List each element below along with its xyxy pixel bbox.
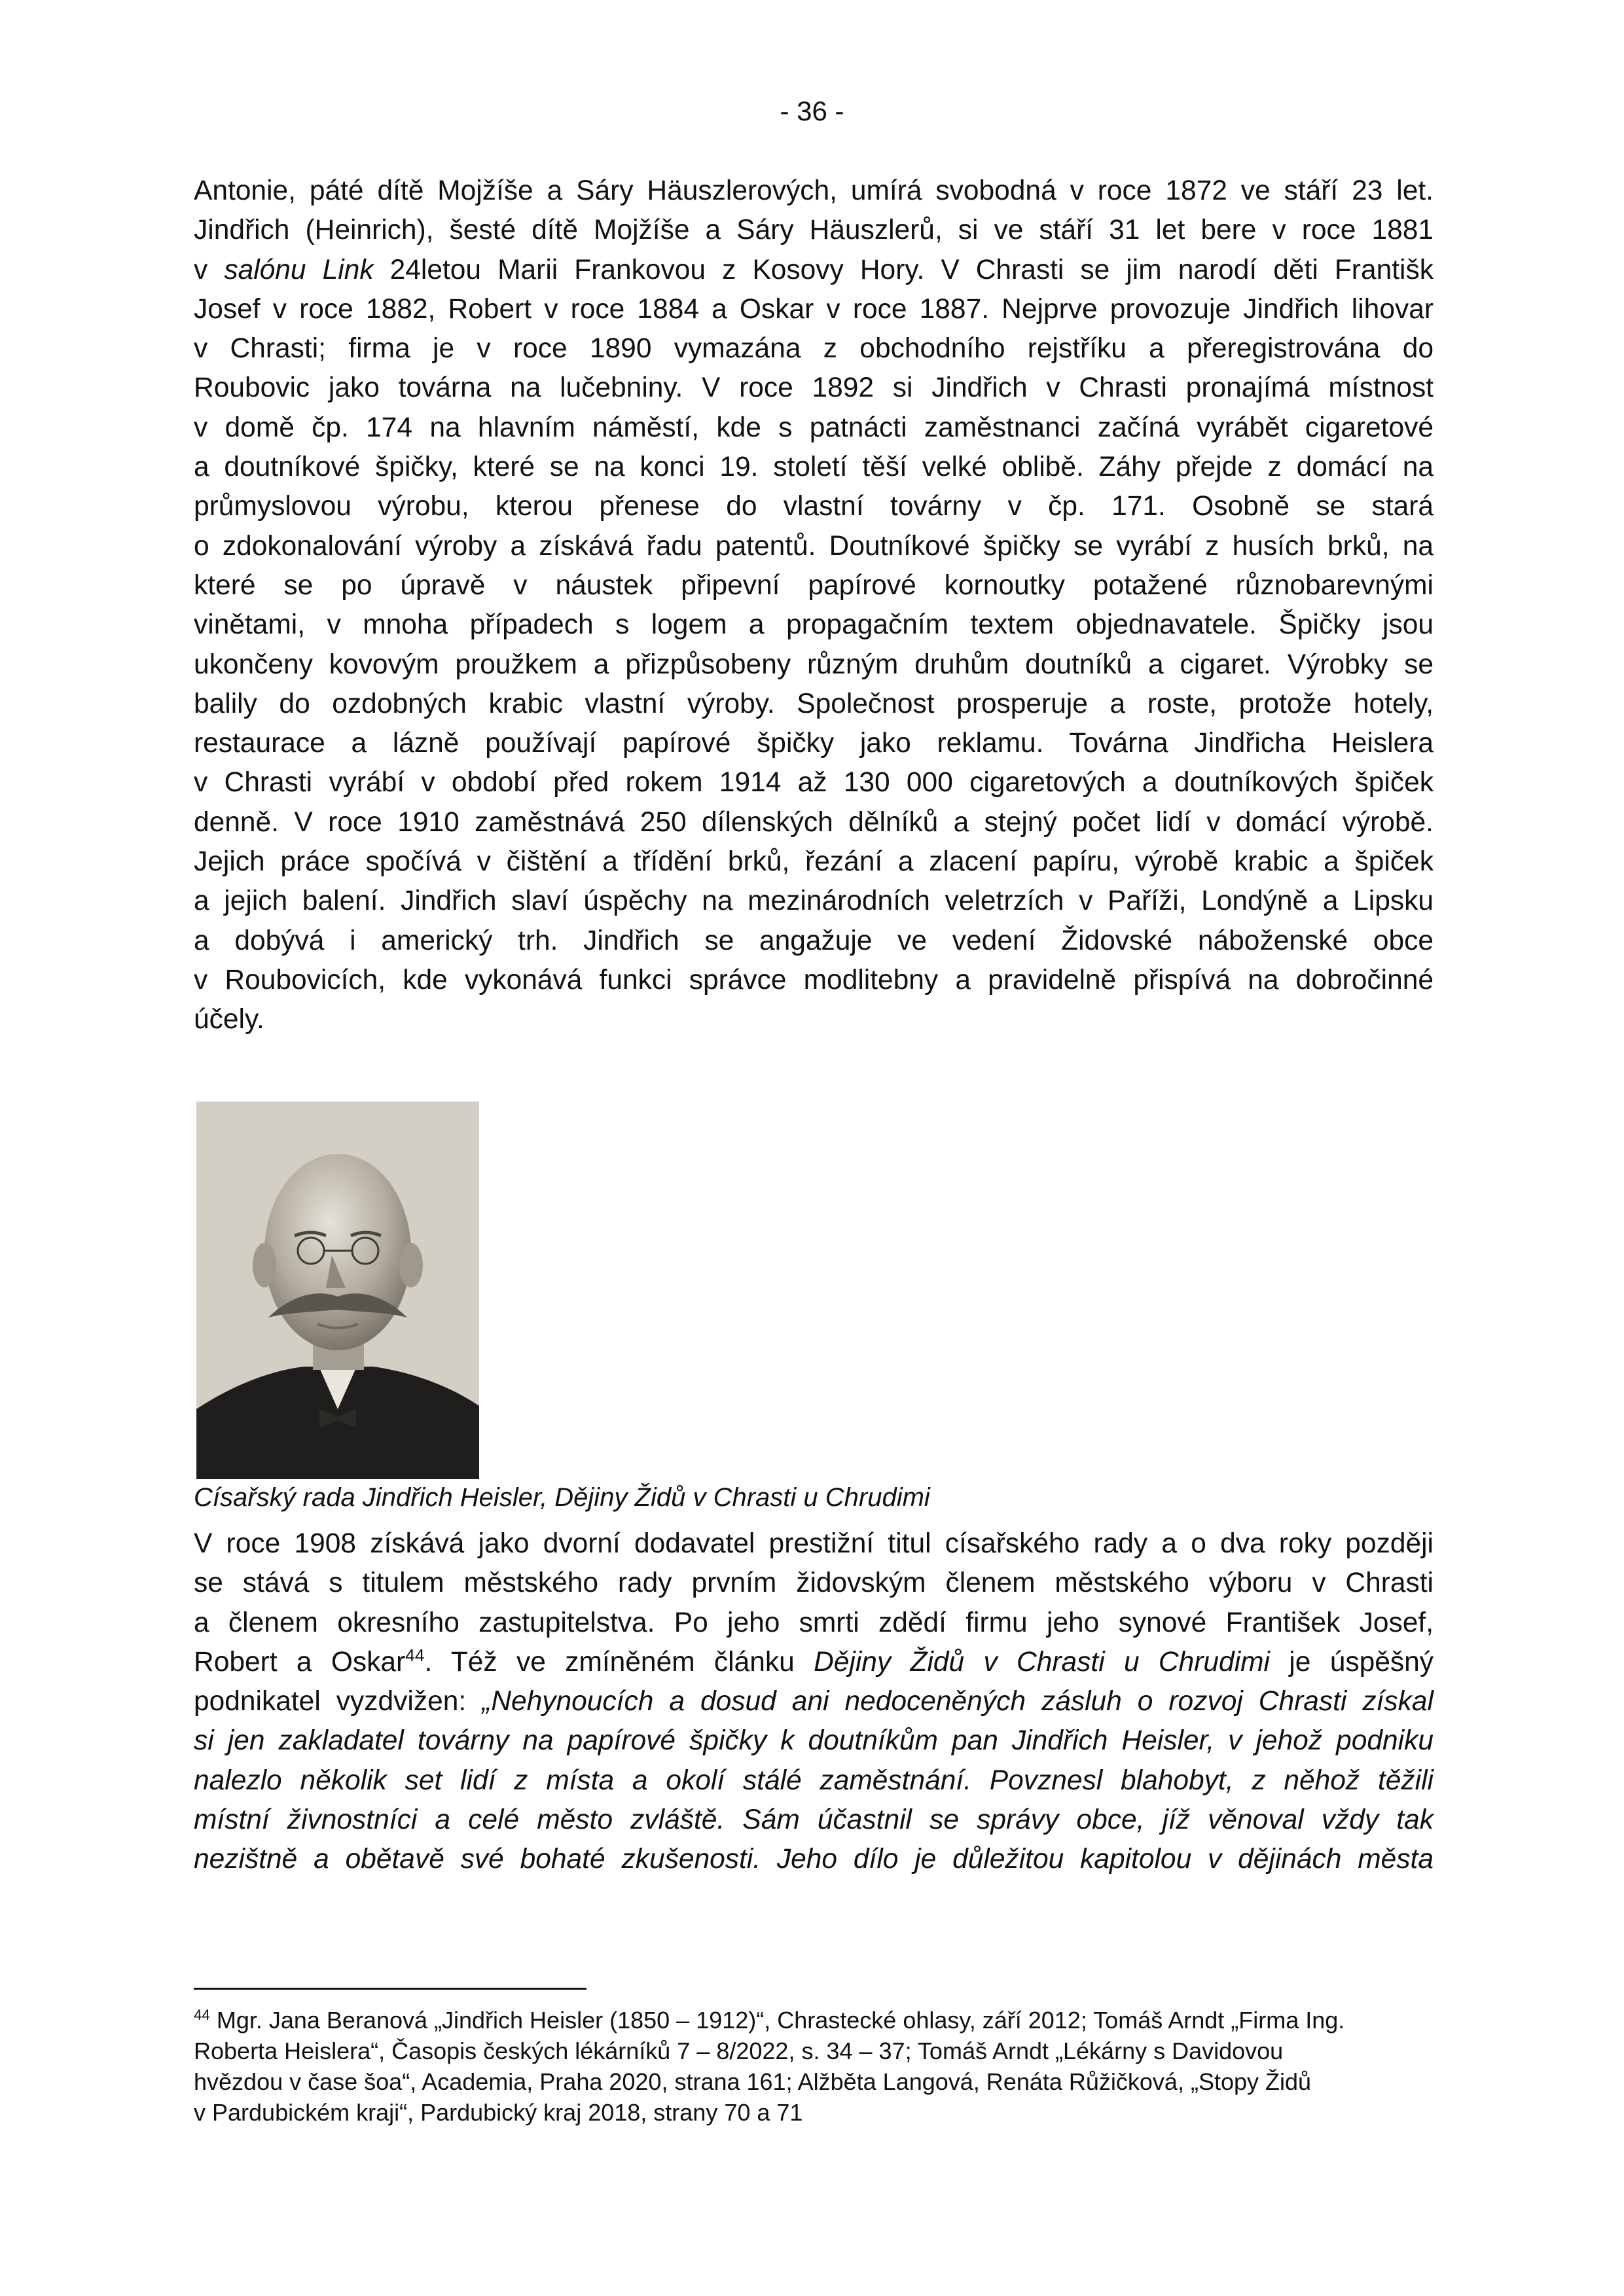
portrait-illustration [196, 1102, 479, 1479]
ear-left [253, 1243, 276, 1287]
text-line: Jejich práce spočívá v čištění a třídění brků, řezání a zlacení papíru, výrobě krabic a špiček [194, 846, 1434, 878]
ear-right [399, 1243, 423, 1287]
text-line [194, 1643, 1434, 1682]
page-number: - 36 - [780, 96, 844, 126]
footnote-line: Roberta Heislera“, Časopis českých lékárníků 7 – 8/2022, s. 34 – 37; Tomáš Arndt „Lékárny s Davidovou [194, 2037, 1284, 2064]
text-run: je úspěšný [1269, 1646, 1434, 1677]
photo-caption: Císařský rada Jindřich Heisler, Dějiny Židů v Chrasti u Chrudimi [194, 1483, 930, 1512]
text-line: průmyslovou výrobu, kterou přenese do vlastní továrny v čp. 171. Osobně se stará [194, 491, 1434, 522]
text-run: 24letou Marii Frankovou z Kosovy Hory. V Chrasti se jim narodí děti Františk [373, 254, 1434, 285]
text-line: denně. V roce 1910 zaměstnává 250 dílenských dělníků a stejný počet lidí v domácí výrobě. [194, 806, 1434, 838]
italic-quote: „Nehynoucích a dosud ani nedoceněných zásluh o rozvoj Chrasti získal [482, 1686, 1434, 1717]
text-line: v Chrasti vyrábí v období před rokem 1914 až 130 000 cigaretových a doutníkových špiček [194, 767, 1434, 798]
italic-quote: si jen zakladatel továrny na papírové špičky k doutníkům pan Jindřich Heisler, v jehož podniku [194, 1725, 1434, 1757]
footnote-reference[interactable]: 44 [405, 1645, 425, 1665]
text-line: Roubovic jako továrna na lučebniny. V roce 1892 si Jindřich v Chrasti pronajímá místnost [194, 372, 1434, 404]
text-line: které se po úpravě v náustek připevní papírové kornoutky potažené různobarevnými [194, 569, 1434, 601]
footnote-number: 44 [194, 2007, 210, 2023]
text-line: a jejich balení. Jindřich slaví úspěchy na mezinárodních veletrzích v Paříži, Londýně a Lipsku [194, 886, 1434, 917]
text-run: Robert a Oskar [194, 1646, 406, 1677]
text-line: restaurace a lázně používají papírové špičky jako reklamu. Továrna Jindřicha Heislera [194, 728, 1434, 759]
text-line: Josef v roce 1882, Robert v roce 1884 a Oskar v roce 1887. Nejprve provozuje Jindřich lihovar [194, 293, 1434, 325]
text-line [194, 1801, 1434, 1840]
text-line: se stává s titulem městského rady prvním židovským členem městského výboru v Chrasti [194, 1568, 1434, 1599]
body-paragraph-2 [194, 1524, 1434, 1880]
text-line: Antonie, páté dítě Mojžíše a Sáry Häuszlerových, umírá svobodná v roce 1872 ve stáří 23 let. [194, 175, 1434, 206]
text-line: vinětami, v mnoha případech s logem a propagačním textem objednavatele. Špičky jsou [194, 609, 1434, 641]
footnote-separator [194, 1988, 586, 1990]
text-line: balily do ozdobných krabic vlastní výroby. Společnost prosperuje a roste, protože hotely, [194, 688, 1434, 719]
italic-venue-name: salónu Link [224, 254, 374, 285]
text-line [194, 1721, 1434, 1761]
footnote-44 [194, 2005, 1434, 2128]
text-line: v Chrasti; firma je v roce 1890 vymazána z obchodního rejstříku a přeregistrována do [194, 333, 1434, 365]
italic-quote: nalezlo několik set lidí z místa a okolí stálé zaměstnání. Povznesl blahobyt, z něhož těžili [194, 1765, 1434, 1796]
head [264, 1154, 411, 1350]
text-line: a dobývá i americký trh. Jindřich se angažuje ve vedení Židovské náboženské obce [194, 925, 1434, 956]
text-run: . Též ve zmíněném článku [424, 1646, 814, 1677]
portrait-photo [196, 1102, 479, 1479]
footnote-line: hvězdou v čase šoa“, Academia, Praha 2020, strana 161; Alžběta Langová, Renáta Růžičková, „Stopy Židů [194, 2068, 1312, 2095]
text-line: o zdokonalování výroby a získává řadu patentů. Doutníkové špičky se vyrábí z husích brků, na [194, 530, 1434, 562]
text-line: V roce 1908 získává jako dvorní dodavatel prestižní titul císařského rady a o dva roky později [194, 1528, 1434, 1559]
footnote-line: v Pardubickém kraji“, Pardubický kraj 2018, strany 70 a 71 [194, 2099, 803, 2126]
text-line: v domě čp. 174 na hlavním náměstí, kde s patnácti zaměstnanci začíná vyrábět cigaretové [194, 412, 1434, 443]
text-line: v Roubovicích, kde vykonává funkci správce modlitebny a pravidelně přispívá na dobročinné [194, 964, 1434, 996]
text-line [194, 1761, 1434, 1801]
italic-quote: nezištně a obětavě své bohaté zkušenosti. Jeho dílo je důležitou kapitolou v dějinách města [194, 1844, 1434, 1875]
body-paragraph-1 [194, 171, 1434, 1040]
text-line: a členem okresního zastupitelstva. Po jeho smrti zdědí firmu jeho synové František Josef, [194, 1607, 1434, 1638]
text-line: ukončeny kovovým proužkem a přizpůsobeny různým druhům doutníků a cigaret. Výrobky se [194, 649, 1434, 680]
italic-article-title: Dějiny Židů v Chrasti u Chrudimi [814, 1646, 1270, 1677]
text-run: podnikatel vyzdvižen: [194, 1686, 482, 1717]
text-line: Jindřich (Heinrich), šesté dítě Mojžíše a Sáry Häuszlerů, si ve stáří 31 let bere v roce 1881 [194, 215, 1434, 246]
text-line [194, 1682, 1434, 1721]
text-line [194, 1840, 1434, 1879]
footnote-line [194, 2005, 1434, 2036]
italic-quote: místní živnostníci a celé město zvláště. Sám účastnil se správy obce, jíž věnoval vždy tak [194, 1804, 1434, 1836]
text-run: v [194, 254, 225, 285]
text-run: Mgr. Jana Beranová „Jindřich Heisler (1850 – 1912)“, Chrastecké ohlasy, září 2012; Tomáš Arndt „Firma Ing. [209, 2007, 1345, 2034]
text-line [194, 251, 1434, 290]
text-line: účely. [194, 1004, 264, 1035]
text-line: a doutníkové špičky, které se na konci 19. století těší velké oblibě. Záhy přejde z domácí na [194, 452, 1434, 483]
